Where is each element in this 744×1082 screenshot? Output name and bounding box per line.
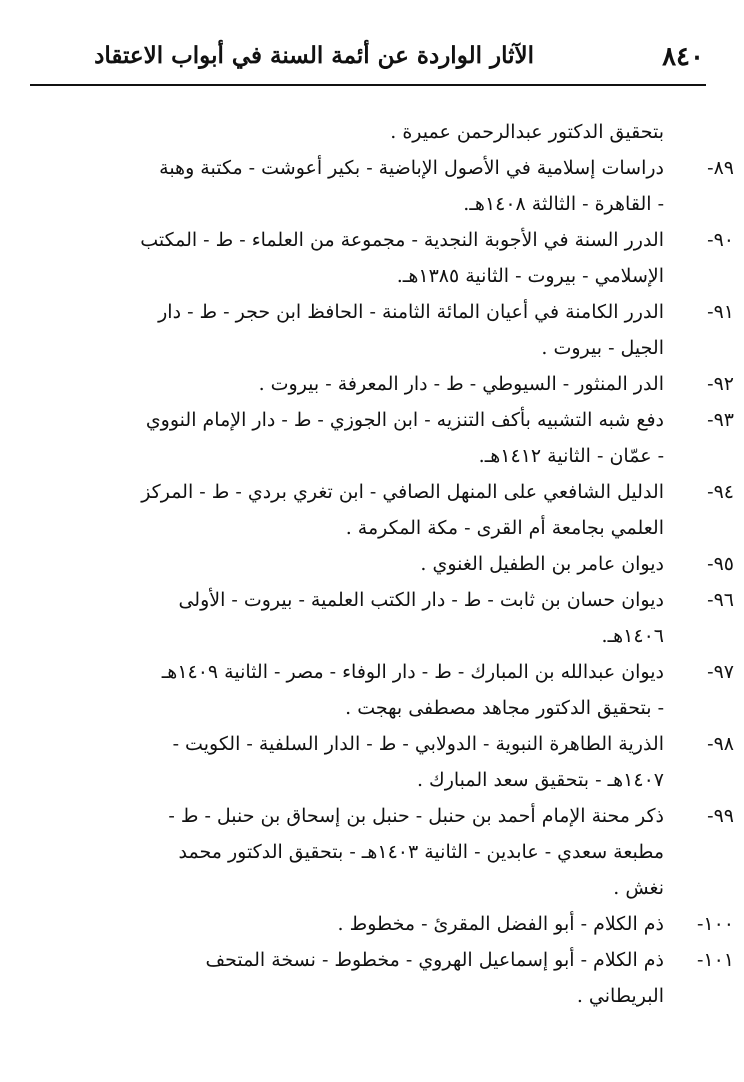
bibliography-entry — [40, 294, 734, 330]
entry-text: ذم الكلام - أبو إسماعيل الهروي - مخطوط - نسخة المتحف — [205, 949, 664, 971]
entry-text: - عمّان - الثانية ١٤١٢هـ. — [478, 445, 664, 467]
entry-text: ديوان عامر بن الطفيل الغنوي . — [420, 553, 664, 575]
entry-continuation-line — [40, 762, 684, 798]
bibliography-entry — [40, 654, 734, 690]
bibliography-entry — [40, 582, 734, 618]
page-number: ٨٤٠ — [662, 42, 704, 72]
entry-text: الجيل - بيروت . — [541, 337, 664, 359]
entry-continuation-line — [40, 258, 684, 294]
entry-text: نغش . — [613, 877, 664, 899]
entry-continuation-line — [40, 870, 684, 906]
entry-continuation-line — [40, 438, 684, 474]
entry-text: - بتحقيق الدكتور مجاهد مصطفى بهجت . — [345, 697, 664, 719]
bibliography-entry — [40, 366, 734, 402]
entry-number: ٩٨- — [707, 733, 734, 755]
entry-continuation-line — [40, 978, 684, 1014]
entry-continuation-line — [40, 834, 684, 870]
bibliography-entry — [40, 150, 734, 186]
entry-text: ١٤٠٦هـ. — [601, 625, 664, 647]
entry-text: الدرر السنة في الأجوبة النجدية - مجموعة من العلماء - ط - المكتب — [140, 229, 664, 251]
entry-text: البريطاني . — [576, 985, 664, 1007]
bibliography-entry — [40, 726, 734, 762]
bibliography-entry — [40, 942, 734, 978]
entry-text: - القاهرة - الثالثة ١٤٠٨هـ. — [463, 193, 664, 215]
bibliography-entry — [40, 402, 734, 438]
entry-number: ٩٦- — [707, 589, 734, 611]
running-title: الآثار الواردة عن أئمة السنة في أبواب الاعتقاد — [94, 42, 534, 69]
entry-text: الدر المنثور - السيوطي - ط - دار المعرفة - بيروت . — [258, 373, 664, 395]
entry-number: ١٠٠- — [696, 913, 734, 935]
entry-continuation-line — [40, 510, 684, 546]
entry-text: دراسات إسلامية في الأصول الإباضية - بكير أعوشت - مكتبة وهبة — [159, 157, 664, 179]
entry-number: ٩٣- — [707, 409, 734, 431]
entry-text: ذكر محنة الإمام أحمد بن حنبل - حنبل بن إسحاق بن حنبل - ط - — [168, 805, 664, 827]
entry-text: العلمي بجامعة أم القرى - مكة المكرمة . — [345, 517, 664, 539]
entry-text: ديوان حسان بن ثابت - ط - دار الكتب العلمية - بيروت - الأولى — [178, 589, 664, 611]
intro-line — [40, 114, 684, 150]
entry-number: ٩٧- — [707, 661, 734, 683]
entry-text: مطبعة سعدي - عابدين - الثانية ١٤٠٣هـ - بتحقيق الدكتور محمد — [178, 841, 664, 863]
entry-continuation-line — [40, 618, 684, 654]
entry-continuation-line — [40, 330, 684, 366]
entry-continuation-line — [40, 690, 684, 726]
entry-number: ٩٥- — [707, 553, 734, 575]
entry-text: الذرية الطاهرة النبوية - الدولابي - ط - الدار السلفية - الكويت - — [172, 733, 664, 755]
entry-number: ٩١- — [707, 301, 734, 323]
entry-text: الدرر الكامنة في أعيان المائة الثامنة - الحافظ ابن حجر - ط - دار — [158, 301, 664, 323]
entry-text: الدليل الشافعي على المنهل الصافي - ابن تغري بردي - ط - المركز — [141, 481, 664, 503]
entry-number: ٩٠- — [707, 229, 734, 251]
header-rule — [30, 84, 706, 86]
entry-number: ٨٩- — [707, 157, 734, 179]
entry-text: ١٤٠٧هـ - بتحقيق سعد المبارك . — [416, 769, 664, 791]
intro-text: بتحقيق الدكتور عبدالرحمن عميرة . — [390, 121, 664, 143]
bibliography-entry — [40, 474, 734, 510]
entry-text: الإسلامي - بيروت - الثانية ١٣٨٥هـ. — [396, 265, 664, 287]
bibliography-entry — [40, 546, 734, 582]
entry-number: ٩٤- — [707, 481, 734, 503]
bibliography-entry — [40, 222, 734, 258]
entry-continuation-line — [40, 186, 684, 222]
entry-number: ٩٢- — [707, 373, 734, 395]
entry-text: دفع شبه التشبيه بأكف التنزيه - ابن الجوزي - ط - دار الإمام النووي — [145, 409, 664, 431]
bibliography-entry — [40, 906, 734, 942]
entry-text: ذم الكلام - أبو الفضل المقرئ - مخطوط . — [337, 913, 664, 935]
entry-text: ديوان عبدالله بن المبارك - ط - دار الوفاء - مصر - الثانية ١٤٠٩هـ — [161, 661, 664, 683]
entry-number: ١٠١- — [696, 949, 734, 971]
running-header — [30, 42, 704, 82]
entry-number: ٩٩- — [707, 805, 734, 827]
bibliography-entry — [40, 798, 734, 834]
bibliography-list — [40, 114, 734, 1014]
